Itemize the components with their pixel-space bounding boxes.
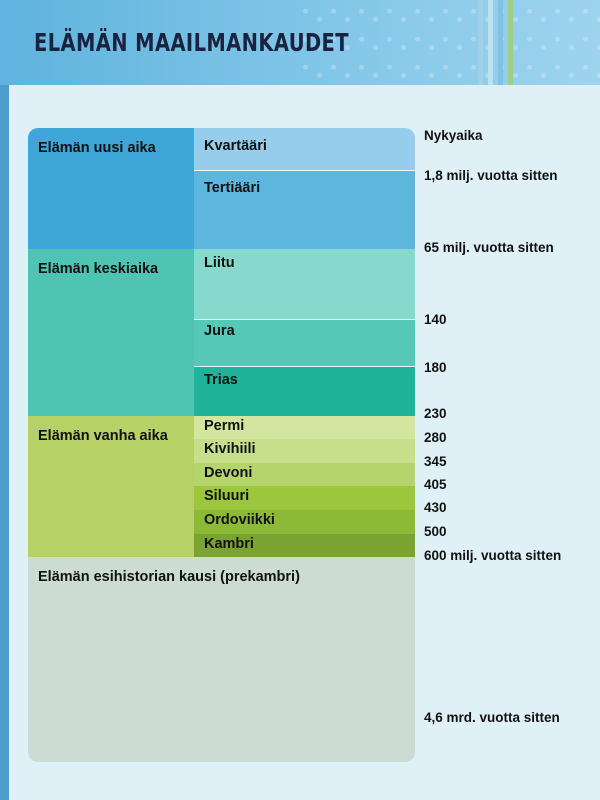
period-label: Trias	[204, 372, 238, 388]
time-label-4-6-mrd: 4,6 mrd. vuotta sitten	[424, 710, 560, 725]
period-ordoviikki	[194, 510, 415, 534]
period-label: Kambri	[204, 536, 254, 552]
period-kvartaari	[194, 128, 415, 170]
period-separator	[194, 319, 415, 320]
era-esihistorian-kausi	[28, 557, 415, 762]
header-banner	[0, 0, 600, 85]
period-tertiaari	[194, 170, 415, 249]
time-label-nykyaika: Nykyaika	[424, 128, 483, 143]
time-label-500: 500	[424, 524, 447, 539]
time-label-1-8-milj: 1,8 milj. vuotta sitten	[424, 168, 558, 183]
time-label-405: 405	[424, 477, 447, 492]
period-liitu	[194, 249, 415, 319]
period-siluuri	[194, 486, 415, 510]
era-label: Elämän esihistorian kausi (prekambri)	[38, 569, 300, 585]
era-label: Elämän uusi aika	[38, 140, 156, 156]
time-label-180: 180	[424, 360, 447, 375]
time-label-430: 430	[424, 500, 447, 515]
period-separator	[194, 366, 415, 367]
period-kivihiili	[194, 439, 415, 463]
page-title: ELÄMÄN MAAILMANKAUDET	[34, 28, 349, 57]
period-kambri	[194, 534, 415, 557]
period-label: Permi	[204, 418, 245, 434]
period-label: Kvartääri	[204, 138, 267, 154]
period-label: Ordoviikki	[204, 512, 275, 528]
time-label-345: 345	[424, 454, 447, 469]
header-stripe-4	[508, 0, 513, 85]
period-jura	[194, 319, 415, 366]
era-vanha-aika	[28, 416, 194, 557]
geologic-timescale-chart	[28, 128, 415, 762]
period-label: Liitu	[204, 255, 235, 271]
period-label: Devoni	[204, 465, 253, 481]
header-stripe-2	[488, 0, 493, 85]
era-label: Elämän keskiaika	[38, 261, 159, 277]
time-label-280: 280	[424, 430, 447, 445]
time-label-230: 230	[424, 406, 447, 421]
time-label-65-milj: 65 milj. vuotta sitten	[424, 240, 554, 255]
period-label: Kivihiili	[204, 441, 256, 457]
period-label: Siluuri	[204, 488, 250, 504]
era-uusi-aika	[28, 128, 194, 249]
left-edge-bar	[0, 85, 9, 800]
period-label: Jura	[204, 323, 235, 339]
period-permi	[194, 416, 415, 439]
time-label-140: 140	[424, 312, 447, 327]
time-label-600-milj: 600 milj. vuotta sitten	[424, 548, 562, 563]
header-stripe-1	[478, 0, 483, 85]
period-separator	[194, 170, 415, 171]
period-devoni	[194, 463, 415, 486]
era-keskiaika	[28, 249, 194, 416]
period-label: Tertiääri	[204, 180, 261, 196]
period-trias	[194, 366, 415, 416]
era-label: Elämän vanha aika	[38, 428, 168, 444]
header-stripe-3	[498, 0, 503, 85]
